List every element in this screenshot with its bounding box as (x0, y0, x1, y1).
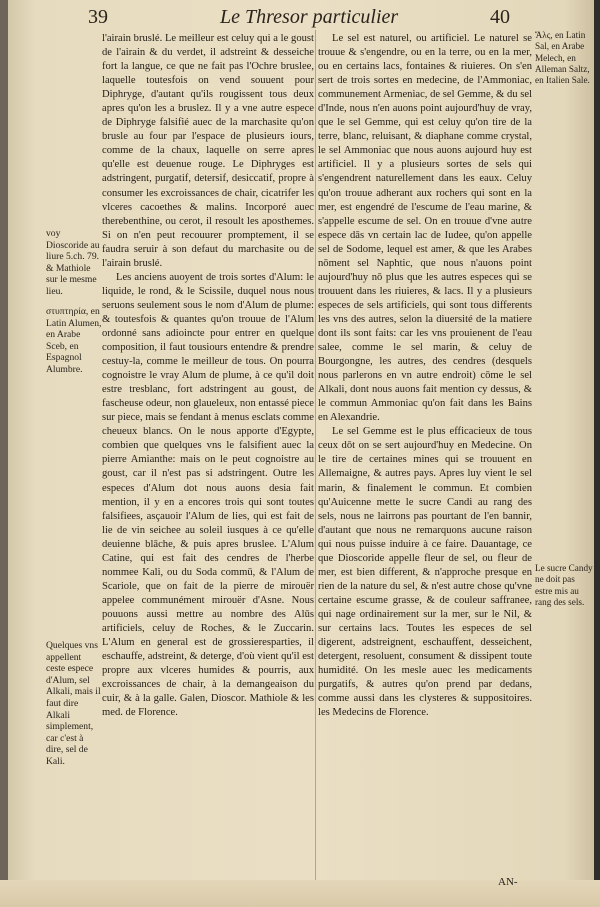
binding-shadow (0, 0, 8, 907)
catchword: AN- (498, 876, 518, 888)
margin-note-dioscoride (46, 228, 102, 298)
margin-note-text: Ἅλς, en Latin Sal, en Arabe Melech, en Alleman Saltz, en Italien Sale. (535, 30, 590, 86)
margin-note-text: Quelques vns appellent ceste espece d'Alum, sel Alkali, mais il faut dire Alkali simplement, car c'est à dire, sel de Kali. (46, 640, 101, 767)
margin-note-text: Le sucre Candy ne doit pas estre mis au rang des sels. (535, 563, 593, 607)
paragraph-alum: Les anciens auoyent de trois sortes d'Alum: le liquide, le rond, & le Scissile, duquel nous nous seruons seulement sous le nom d'Alum de plume: & toutesfois & quantes qu'on trouue de l'Alum ordonné sans adioincte pour entrer en quelque composition, il faut tousiours entendre & prendre cestuy-la, comme le meilleur de tous. On pourra cognoistre le vray Alum de plume, à ce qu'il doit estre tresblanc, fort adstringent au goust, de fascheuse odeur, non glaueleux, non entassé piece sur piece, mais se fendant à menus esclats comme cheueux blancs. On le nous apporte d'Egypte, combien que quelques vns le falsifient auec la pierre Amianthe: mais on le peut cognoistre au goust, car il n'est pas si adstringent. Outre les especes d'Alum dot nous auons desia fait mention, il y en a encores trois qui sont toutes falsifiees, asçauoir l'Alum de lies, qui est fait de lie de vin seichee au soleil iusques à ce qu'elle deuienne blāche, & puis apres bruslee. L'Alum Catine, qui est fait des cendres de l'herbe nommee Kali, ou du Soda commū, & l'Alum de Scariole, que on fait de la pierre de mirouër appelee communément mirouër d'Asne. Nous pouuons aussi mettre au nombre des Alūs artificiels, celuy de Roches, & le Zuccarin. L'Alum en general est de grossieresparties, il eschauffe, adstreint, & deterge, d'où vient qu'il est propre aux vlceres humides & pourris, aux excroissances de chair, à la demangeaison du cuir, & à la galle. Galen, Dioscor. Mathiole & les med. de Florence. (102, 271, 314, 719)
right-page-number: 40 (490, 6, 510, 28)
margin-note-text: στυπτηρία, en Latin Alumen, en Arabe Sceb, en Espagnol Alumbre. (46, 306, 102, 375)
paragraph-sel-gemme: Le sel Gemme est le plus efficacieux de tous ceux dōt on se sert aujourd'huy en Medecine. On le tire de certaines mines qui se trouuent en Allemaigne, & autres pays. Apres luy vient le sel marin, & finalement le commun. Et combien qu'Auicenne mette le sucre Candi au rang des sels, nous ne lairrons pas pourtant de l'en bannir, d'autant que nous ne remarquons aucune raison qui nous puisse induire à ce faire. Dauantage, ce que Dioscoride appelle fleur de sel, ou fleur de mer, est bien different, & n'approche presque en rien de la nature du sel, & n'est autre chose qu'vne certaine escume grasse, & de couleur saffranee, qui nage ordinairement sur la mer, sur le Nil, & sur certains lacs. Toutes les especes de sel digerent, adstreignent, eschauffent, desseichent, detergent, resoluent, consument & dissipent toute humidité. On les mesle auec les medicaments purgatifs, & autres qu'on prend par dedans, comme aussi dans les clysteres & suppositoires. les Medecins de Florence. (318, 426, 532, 719)
paragraph-sel: Le sel est naturel, ou artificiel. Le naturel se trouue & s'engendre, ou en la terre, ou en la mer, ou en certains lacs, fontaines & riuieres. On s'en sert de trois sortes en medecine, de l'Ammoniac, communement Armeniac, de sel Gemme, & du sel d'Inde, nous n'en auons point aujourd'huy de vray, que le sel Gemme, qui est celuy qu'on tire de la terre, blanc, reluisant, & diaphane comme crystal, le sel Ammoniac que nous auons aujourd huy est artificiel. Il y a plusieurs sortes de sels qui s'engendrent naturellement dans les eaux. Celuy qu'on trouue adherant aux rochers qui sont en la mer, est engendré de l'escume de l'eau marine, & s'appelle escume de sel. On en trouue d'vne autre espece dās vn certain lac de Iudee, qu'on appelle sel de Sodome, lequel est amer, & que les Arabes nōment sel Naphtic, que nous n'auons point aujourd'huy nō plus que les autres especes qui se trouuent dans les riuieres, & lacs. Il y a plusieurs especes de sels artificiels, qui sont tous differents les vns des autres, selon la diuersité de la matiere dont ils sont faits: car les vns prouienent de l'eau salee, comme le sel marin, & celuy de Bourgongne, les autres, des cendres (desquels nous parlerons en vn autre endroit) cōme le sel Alkali, dont nous auons fait mention cy dessus, & le commun Ammoniac qu'on fait dans les Bains en Alexandrie. (318, 33, 532, 424)
right-text-column (318, 32, 532, 720)
column-divider (315, 30, 316, 890)
page-header (0, 6, 600, 28)
running-title: Le Thresor particulier (220, 6, 399, 28)
paragraph-diphryges: l'airain bruslé. Le meilleur est celuy qui a le goust de l'airain & du verdet, il adstreint & desseiche fort la langue, ce que ne fait pas l'Ochre bruslee, laquelle toutesfois on vend souuent pour Diphryge, d'autant qu'ils rougissent tous deux apres qu'on les a bruslez. Il y a vne autre espece de Diphryge falsifié auec de la marchasite qu'on brusle au four par l'espace de plusieurs iours, comme de la chaux, laquelle on serre apres qu'elle est deuenue rouge. Le Diphryges est adstringent, purgatif, detersif, desiccatif, propre à consumer les excroissances de chair, cicatrifer les vlceres cacoethes & malins. Incorporé auec therebenthine, ou cerot, il resoult les aposthemes. Si on n'en peut recouurer promptement, il se faudra seruir à son defaut du marchasite ou de l'airain bruslé. (102, 33, 314, 269)
margin-note-text: voy Dioscoride au liure 5.ch. 79. & Mathiole sur le mesme lieu. (46, 228, 100, 297)
page-edge-shadow (594, 0, 600, 907)
left-text-column (102, 32, 314, 720)
margin-note-alumen (46, 306, 102, 376)
left-page-number: 39 (88, 6, 108, 28)
margin-note-sal (535, 30, 593, 86)
margin-note-alkali (46, 640, 102, 768)
margin-note-sucre-candy (535, 563, 593, 608)
